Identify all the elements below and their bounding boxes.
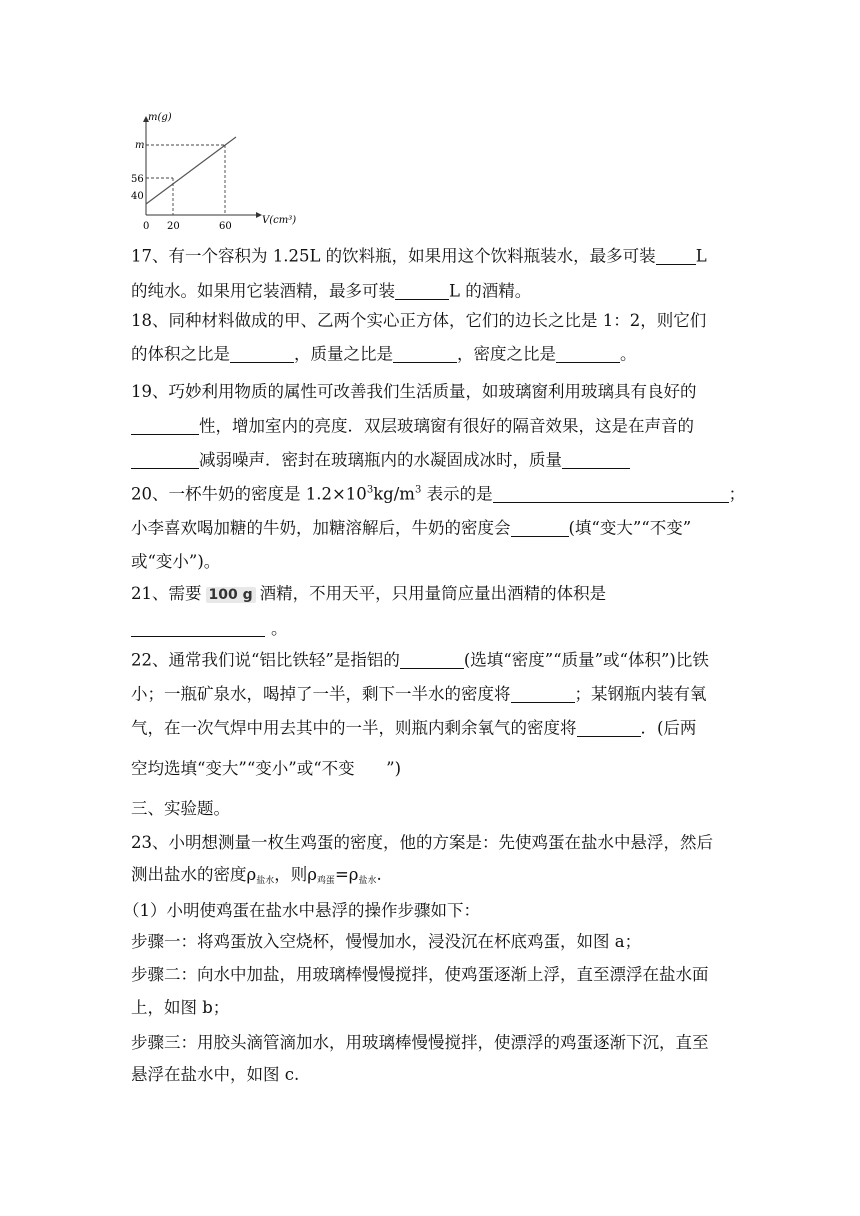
q19-line1 — [131, 384, 697, 401]
q23-text-c: =ρ — [334, 865, 359, 884]
q22-line1 — [131, 652, 709, 669]
q23-text-d: . — [376, 865, 382, 884]
q22-text-g: 空均选填“变大”“变小”或“不变 ”) — [131, 759, 402, 778]
y-tick-m: m — [135, 140, 145, 151]
q20-blank-2[interactable] — [511, 520, 569, 537]
q18-text-d: 。 — [620, 344, 637, 364]
q17-text-c: 的纯水。如果用它装酒精，最多可装 — [131, 281, 395, 301]
q21-line1 — [131, 586, 606, 603]
y-tick-40: 40 — [131, 191, 144, 202]
q20-text-d: ； — [728, 484, 746, 504]
q23-step2-line1 — [131, 967, 709, 984]
q20-text-c: 表示的是 — [421, 484, 493, 504]
x-axis-label: V(cm³) — [262, 215, 297, 226]
q23-text-1: 23、小明想测量一枚生鸡蛋的密度，他的方案是：先使鸡蛋在盐水中悬浮，然后 — [131, 833, 713, 852]
q22-line2 — [131, 686, 707, 703]
q17-blank-1[interactable] — [656, 248, 696, 265]
q19-line3 — [131, 452, 630, 469]
q22-blank-3[interactable] — [577, 720, 641, 737]
q23-step2-line2 — [131, 1000, 229, 1017]
q23-step3-text-1: 步骤三：用胶头滴管滴加水，用玻璃棒慢慢搅拌，使漂浮的鸡蛋逐渐下沉，直至 — [131, 1033, 709, 1052]
q19-line2 — [131, 418, 694, 435]
q18-text: 18、同种材料做成的甲、乙两个实心正方体，它们的边长之比是 1：2，则它们 — [131, 311, 707, 330]
q20-text-a: 20、一杯牛奶的密度是 1.2×10 — [131, 484, 367, 504]
q22-line3 — [131, 720, 696, 737]
q19-blank-1[interactable] — [131, 418, 199, 435]
q19-blank-3[interactable] — [562, 452, 630, 469]
q19-text-3: 减弱噪声．密封在玻璃瓶内的水凝固成冰时，质量 — [199, 450, 562, 470]
q23-sub1-line — [123, 903, 480, 920]
q21-blank[interactable] — [131, 620, 265, 637]
q23-text-b: ，则ρ — [274, 865, 317, 884]
q17-line1 — [131, 248, 707, 265]
q23-line1 — [131, 835, 713, 852]
q20-blank-1[interactable] — [493, 486, 729, 503]
q22-text-c: 小；一瓶矿泉水，喝掉了一半，剩下一半水的密度将 — [131, 684, 511, 704]
mass-image: 100 g — [206, 587, 256, 603]
q20-line2 — [131, 520, 691, 537]
q17-line2 — [131, 283, 531, 300]
q18-blank-3[interactable] — [556, 346, 620, 363]
q20-sup-1: 3 — [366, 484, 374, 496]
q19-text-2: 性，增加室内的亮度．双层玻璃窗有很好的隔音效果，这是在声音的 — [199, 416, 694, 436]
data-line — [146, 137, 236, 204]
q23-step3-line1 — [131, 1035, 709, 1052]
q23-step1-text: 步骤一：将鸡蛋放入空烧杯，慢慢加水，浸没沉在杯底鸡蛋，如图 a； — [131, 932, 642, 951]
y-axis-label: m(g) — [148, 112, 172, 123]
q21-text-a: 21、需要 — [131, 584, 202, 603]
y-tick-56: 56 — [131, 174, 144, 185]
q20-text-e: 小李喜欢喝加糖的牛奶，加糖溶解后，牛奶的密度会 — [131, 518, 511, 538]
q23-step2-text-1: 步骤二：向水中加盐，用玻璃棒慢慢搅拌，使鸡蛋逐渐上浮，直至漂浮在盐水面 — [131, 965, 709, 984]
q18-text-c: ，密度之比是 — [457, 344, 556, 364]
q20-text-b: kg/m — [373, 484, 415, 504]
q20-line1 — [131, 486, 745, 503]
q23-step3-text-2: 悬浮在盐水中，如图 c. — [131, 1065, 300, 1084]
q17-text-b: L — [695, 246, 707, 266]
x-tick-60: 60 — [219, 221, 232, 232]
q22-text-f: ．(后两 — [640, 718, 697, 738]
q23-sub-1: 盐水 — [256, 876, 275, 886]
mass-volume-graph — [128, 108, 308, 234]
q23-line2 — [131, 867, 382, 886]
q21-text-b: 酒精，不用天平，只用量筒应量出酒精的体积是 — [259, 584, 607, 603]
q22-text-d: ；某钢瓶内装有氧 — [574, 684, 707, 704]
q18-blank-2[interactable] — [393, 346, 457, 363]
x-tick-0: 0 — [143, 221, 150, 232]
q23-step1 — [131, 934, 641, 951]
q23-sub-2: 鸡蛋 — [316, 876, 335, 886]
q23-step2-text-2: 上，如图 b； — [131, 998, 230, 1017]
q22-text-a: 22、通常我们说“铝比铁轻”是指铝的 — [131, 650, 400, 670]
q22-blank-2[interactable] — [511, 686, 575, 703]
q18-text-b: ，质量之比是 — [294, 344, 393, 364]
q20-sup-2: 3 — [414, 484, 422, 496]
q22-blank-1[interactable] — [400, 652, 464, 669]
q18-line2 — [131, 346, 637, 363]
q23-sub1-text: （1）小明使鸡蛋在盐水中悬浮的操作步骤如下： — [123, 901, 480, 920]
q19-text-1: 19、巧妙利用物质的属性可改善我们生活质量，如玻璃窗利用玻璃具有良好的 — [131, 382, 697, 401]
q21-text-c: 。 — [271, 618, 288, 638]
q22-text-e: 气，在一次气焊中用去其中的一半，则瓶内剩余氧气的密度将 — [131, 718, 577, 738]
q18-blank-1[interactable] — [230, 346, 294, 363]
q17-text-d: L 的酒精。 — [449, 281, 532, 301]
q18-text-a: 的体积之比是 — [131, 344, 230, 364]
q21-line2 — [131, 620, 288, 637]
q17-blank-2[interactable] — [395, 283, 449, 300]
q20-text-f: (填“变大”“不变” — [568, 518, 692, 538]
q23-text-a: 测出盐水的密度ρ — [131, 865, 257, 884]
q22-text-b: (选填“密度”“质量”或“体积”)比铁 — [463, 650, 709, 670]
q20-text-g: 或“变小”)。 — [131, 552, 221, 571]
q23-step3-line2 — [131, 1067, 299, 1084]
section-heading — [131, 801, 230, 818]
q22-line4 — [131, 761, 401, 778]
q20-line3 — [131, 554, 220, 571]
q17-text-a: 17、有一个容积为 1.25L 的饮料瓶，如果用这个饮料瓶装水，最多可装 — [131, 246, 656, 266]
section-3-title: 三、实验题。 — [131, 799, 230, 818]
x-tick-20: 20 — [167, 221, 180, 232]
q23-sub-3: 盐水 — [358, 876, 377, 886]
q19-blank-2[interactable] — [131, 452, 199, 469]
q18-line1 — [131, 313, 706, 330]
